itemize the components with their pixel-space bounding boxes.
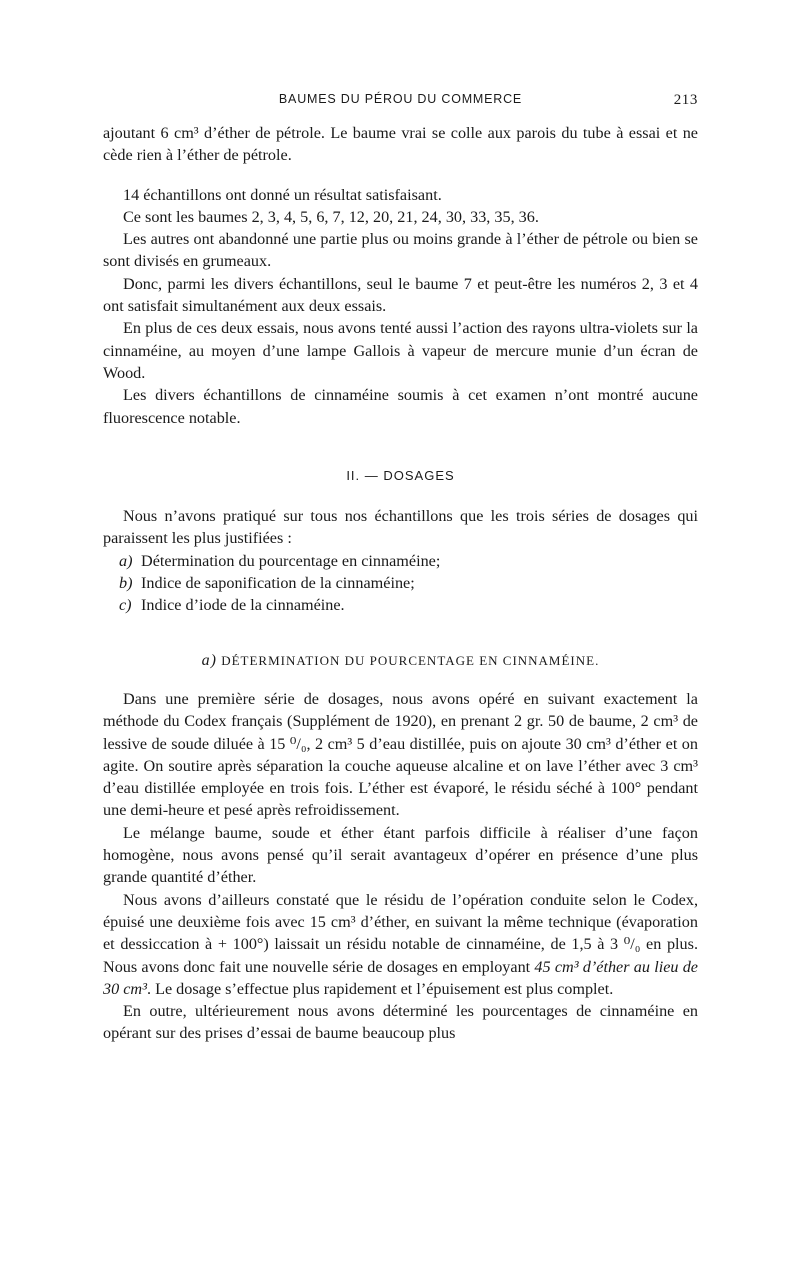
- running-head: [103, 92, 698, 112]
- paragraph-mixture: Le mélange baume, soude et éther étant parfois difficile à réaliser d’une façon homogène, nous avons pensé qu’il serait avantageux d’opérer en présence d’une plus grande quantité d’éther.: [103, 823, 698, 887]
- running-title: BAUMES DU PÉROU DU COMMERCE: [278, 92, 523, 106]
- list-marker: c): [119, 596, 132, 615]
- section-heading: II. — DOSAGES: [346, 468, 455, 483]
- section-intro: Nous n’avons pratiqué sur tous nos échantillons que les trois séries de dosages qui paraissent les plus justifiées :: [103, 507, 698, 548]
- paragraph-codex-emphasis: 45 cm³ d’éther au lieu de 30 cm³: [103, 957, 698, 998]
- list-item: [103, 594, 698, 616]
- list-item-text: Indice d’iode de la cinnaméine.: [141, 596, 345, 615]
- subsection-title: DÉTERMINATION DU POURCENTAGE EN CINNAMÉINE.: [221, 653, 600, 668]
- list-item: [103, 550, 698, 572]
- paragraph-conclusion: Donc, parmi les divers échantillons, seul le baume 7 et peut-être les numéros 2, 3 et 4 ont satisfait simultanément aux deux essais.: [103, 274, 698, 316]
- list-item-text: Détermination du pourcentage en cinnaméine;: [141, 551, 441, 570]
- list-item-text: Indice de saponification de la cinnaméine;: [141, 573, 415, 592]
- page-number: 213: [673, 92, 698, 108]
- body-text-block: [103, 688, 698, 1045]
- paragraph-baume-list: Ce sont les baumes 2, 3, 4, 5, 6, 7, 12, 20, 21, 24, 30, 33, 35, 36.: [123, 207, 539, 226]
- list-item: [103, 572, 698, 594]
- list-marker: b): [119, 573, 133, 592]
- paragraph-codex-after: . Le dosage s’effectue plus rapidement et l’épuisement est plus complet.: [146, 979, 614, 998]
- list-marker: a): [119, 551, 133, 570]
- paragraph-results: 14 échantillons ont donné un résultat satisfaisant.: [123, 185, 442, 204]
- top-text-block: [103, 122, 698, 429]
- subsection-heading: [103, 652, 698, 670]
- paragraph-codex: [103, 889, 698, 1000]
- section-text-block: [103, 505, 698, 616]
- paragraph-first-series: Dans une première série de dosages, nous avons opéré en suivant exactement la méthode du Codex français (Supplément de 1920), en prenant 2 gr. 50 de baume, 2 cm³ de lessive de soude diluée à 15 ⁰/₀, 2 cm³ 5 d’eau distillée, puis on ajoute 30 cm³ d’éther et on agite. On soutire après séparation la couche aqueuse alcaline et on lave l’éther avec 3 cm³ d’eau distillée employée en trois fois. L’éther est évaporé, le résidu séché à 100° pendant une demi-heure et pesé après refroidissement.: [103, 690, 698, 820]
- paragraph-others: Les autres ont abandonné une partie plus ou moins grande à l’éther de pétrole ou bien se sont divisés en grumeaux.: [103, 230, 698, 271]
- paragraph-continuation: ajoutant 6 cm³ d’éther de pétrole. Le baume vrai se colle aux parois du tube à essai et ne cède rien à l’éther de pétrole.: [103, 124, 698, 165]
- paragraph-fluorescence: Les divers échantillons de cinnaméine soumis à cet examen n’ont montré aucune fluorescence notable.: [103, 386, 698, 427]
- paragraph-codex-before: Nous avons d’ailleurs constaté que le résidu de l’opération conduite selon le Codex, épuisé une deuxième fois avec 15 cm³ d’éther, en suivant la même technique (évaporation et dessiccation à + 100°) laissait un résidu notable de cinnaméine, de 1,5 à 3 ⁰/₀ en plus. Nous avons donc fait une nouvelle série de dosages en employant: [103, 890, 698, 976]
- paragraph-further: En outre, ultérieurement nous avons déterminé les pourcentages de cinnaméine en opérant sur des prises d’essai de baume beaucoup plus: [103, 1002, 698, 1043]
- subsection-marker: a): [201, 652, 217, 669]
- paragraph-ultraviolet: En plus de ces deux essais, nous avons tenté aussi l’action des rayons ultra-violets sur la cinnaméine, au moyen d’une lampe Gallois à vapeur de mercure munie d’un écran de Wood.: [103, 319, 698, 382]
